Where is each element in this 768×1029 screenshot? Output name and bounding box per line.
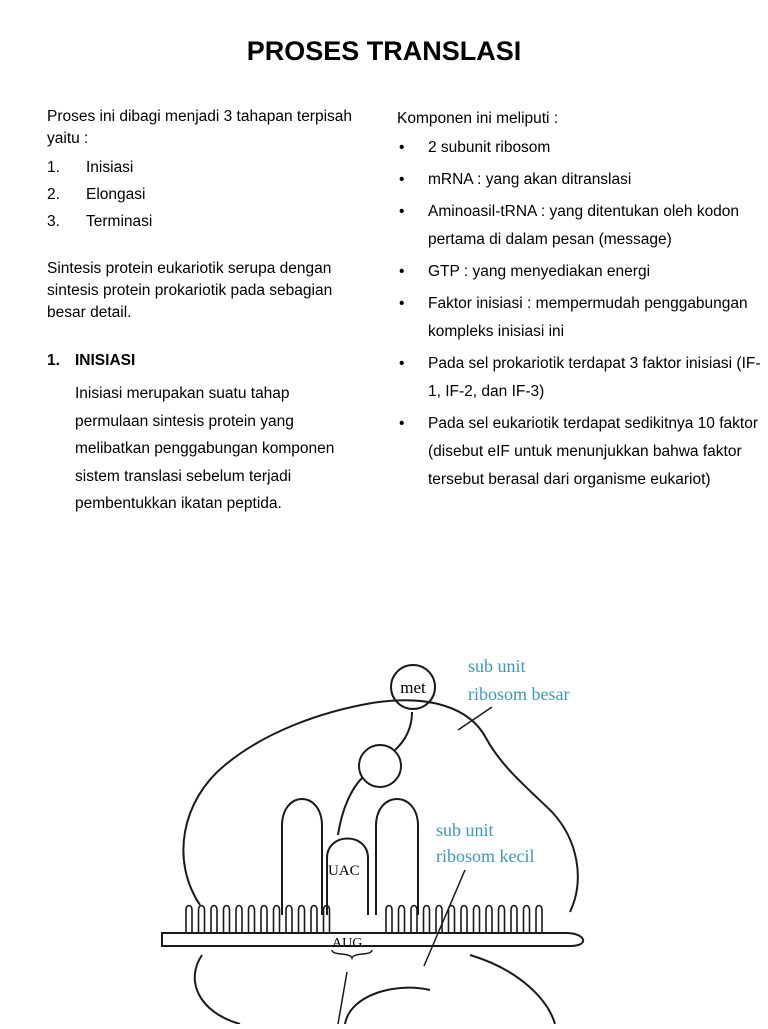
list-item [47, 154, 357, 181]
section-number: 1. [47, 352, 60, 369]
comparison-paragraph: Sintesis protein eukariotik serupa dengan sintesis protein prokariotik pada sebagian besar detail. [47, 260, 333, 321]
mrna-base [199, 906, 205, 934]
list-item [397, 290, 762, 346]
stage-list [47, 154, 357, 235]
small-subunit-lobe [345, 988, 430, 1024]
codon-brace [332, 950, 372, 958]
trna-right-arm [376, 799, 418, 915]
list-item [397, 258, 762, 286]
bullet-icon: • [399, 263, 405, 280]
mrna-strand [162, 933, 583, 946]
mrna-base [511, 906, 517, 934]
small-subunit-label-line1: sub unit [436, 820, 494, 840]
small-subunit-outline-right [470, 955, 555, 1024]
stage-label: Terminasi [86, 213, 153, 230]
large-subunit-outline [183, 700, 577, 912]
list-item-text: Pada sel eukariotik terdapat sedikitnya 10 faktor (disebut eIF untuk menunjukkan bahwa faktor tersebut berasal dari organisme eukariot) [428, 415, 758, 488]
component-list [397, 134, 762, 494]
codon-label: AUG [332, 936, 363, 951]
mrna-base [449, 906, 455, 934]
mrna-base [249, 906, 255, 934]
mrna-base [461, 906, 467, 934]
mrna-base [311, 906, 317, 934]
left-column [47, 106, 357, 518]
list-number: 2. [47, 186, 60, 203]
list-number: 3. [47, 213, 60, 230]
section-title: INISIASI [75, 352, 136, 369]
codon-pointer [338, 972, 347, 1024]
stage-label: Inisiasi [86, 159, 134, 176]
list-item-text: Aminoasil-tRNA : yang ditentukan oleh kodon pertama di dalam pesan (message) [428, 203, 740, 248]
list-item [397, 410, 762, 494]
large-subunit-label-line2: ribosom besar [468, 684, 570, 704]
mrna-base [211, 906, 217, 934]
met-link [395, 712, 412, 750]
anticodon-label: UAC [328, 863, 360, 879]
trna-left-arm [282, 799, 322, 915]
bullet-icon: • [399, 171, 405, 188]
mrna-base [399, 906, 405, 934]
mrna-base [274, 906, 280, 934]
small-subunit-label-line2: ribosom kecil [436, 846, 535, 866]
small-subunit-outline [195, 955, 240, 1024]
bullet-icon: • [399, 139, 405, 156]
list-item [397, 198, 762, 254]
section-heading [47, 350, 357, 372]
list-item-text: GTP : yang menyediakan energi [428, 263, 651, 280]
mrna-base [261, 906, 267, 934]
list-item-text: Faktor inisiasi : mempermudah penggabungan kompleks inisiasi ini [428, 295, 748, 340]
mrna-base [236, 906, 242, 934]
mrna-base [424, 906, 430, 934]
intro-text: Proses ini dibagi menjadi 3 tahapan terpisah yaitu : [47, 108, 353, 147]
large-pointer [458, 707, 492, 730]
components-intro: Komponen ini meliputi : [397, 110, 559, 127]
mrna-base [411, 906, 417, 934]
ribosome-figure [0, 610, 768, 1024]
right-column [397, 108, 762, 498]
list-item-text: 2 subunit ribosom [428, 139, 551, 156]
mrna-base [386, 906, 392, 934]
list-item-text: Pada sel prokariotik terdapat 3 faktor inisiasi (IF-1, IF-2, dan IF-3) [428, 355, 761, 400]
list-item [47, 181, 357, 208]
mrna-base [474, 906, 480, 934]
large-subunit-label-line1: sub unit [468, 656, 526, 676]
met-label: met [400, 678, 426, 697]
list-number: 1. [47, 159, 60, 176]
trna-bend [338, 778, 362, 835]
mrna-base [186, 906, 192, 934]
section-body: Inisiasi merupakan suatu tahap permulaan sintesis protein yang melibatkan penggabungan komponen sistem translasi sebelum terjadi pembentukkan ikatan peptida. [75, 385, 335, 513]
ribosome-diagram [0, 610, 768, 1024]
list-item [47, 208, 357, 235]
list-item [397, 166, 762, 194]
bullet-icon: • [399, 295, 405, 312]
stage-label: Elongasi [86, 186, 146, 203]
mrna-base [286, 906, 292, 934]
list-item [397, 350, 762, 406]
bullet-icon: • [399, 415, 405, 432]
mrna-base [299, 906, 305, 934]
list-item [397, 134, 762, 162]
mrna-base [524, 906, 530, 934]
list-item-text: mRNA : yang akan ditranslasi [428, 171, 632, 188]
mrna-bases [186, 906, 542, 934]
trna-head [359, 745, 401, 787]
bullet-icon: • [399, 355, 405, 372]
page-title: PROSES TRANSLASI [246, 36, 522, 66]
mrna-base [536, 906, 542, 934]
bullet-icon: • [399, 203, 405, 220]
mrna-base [224, 906, 230, 934]
mrna-base [436, 906, 442, 934]
mrna-base [486, 906, 492, 934]
mrna-base [499, 906, 505, 934]
